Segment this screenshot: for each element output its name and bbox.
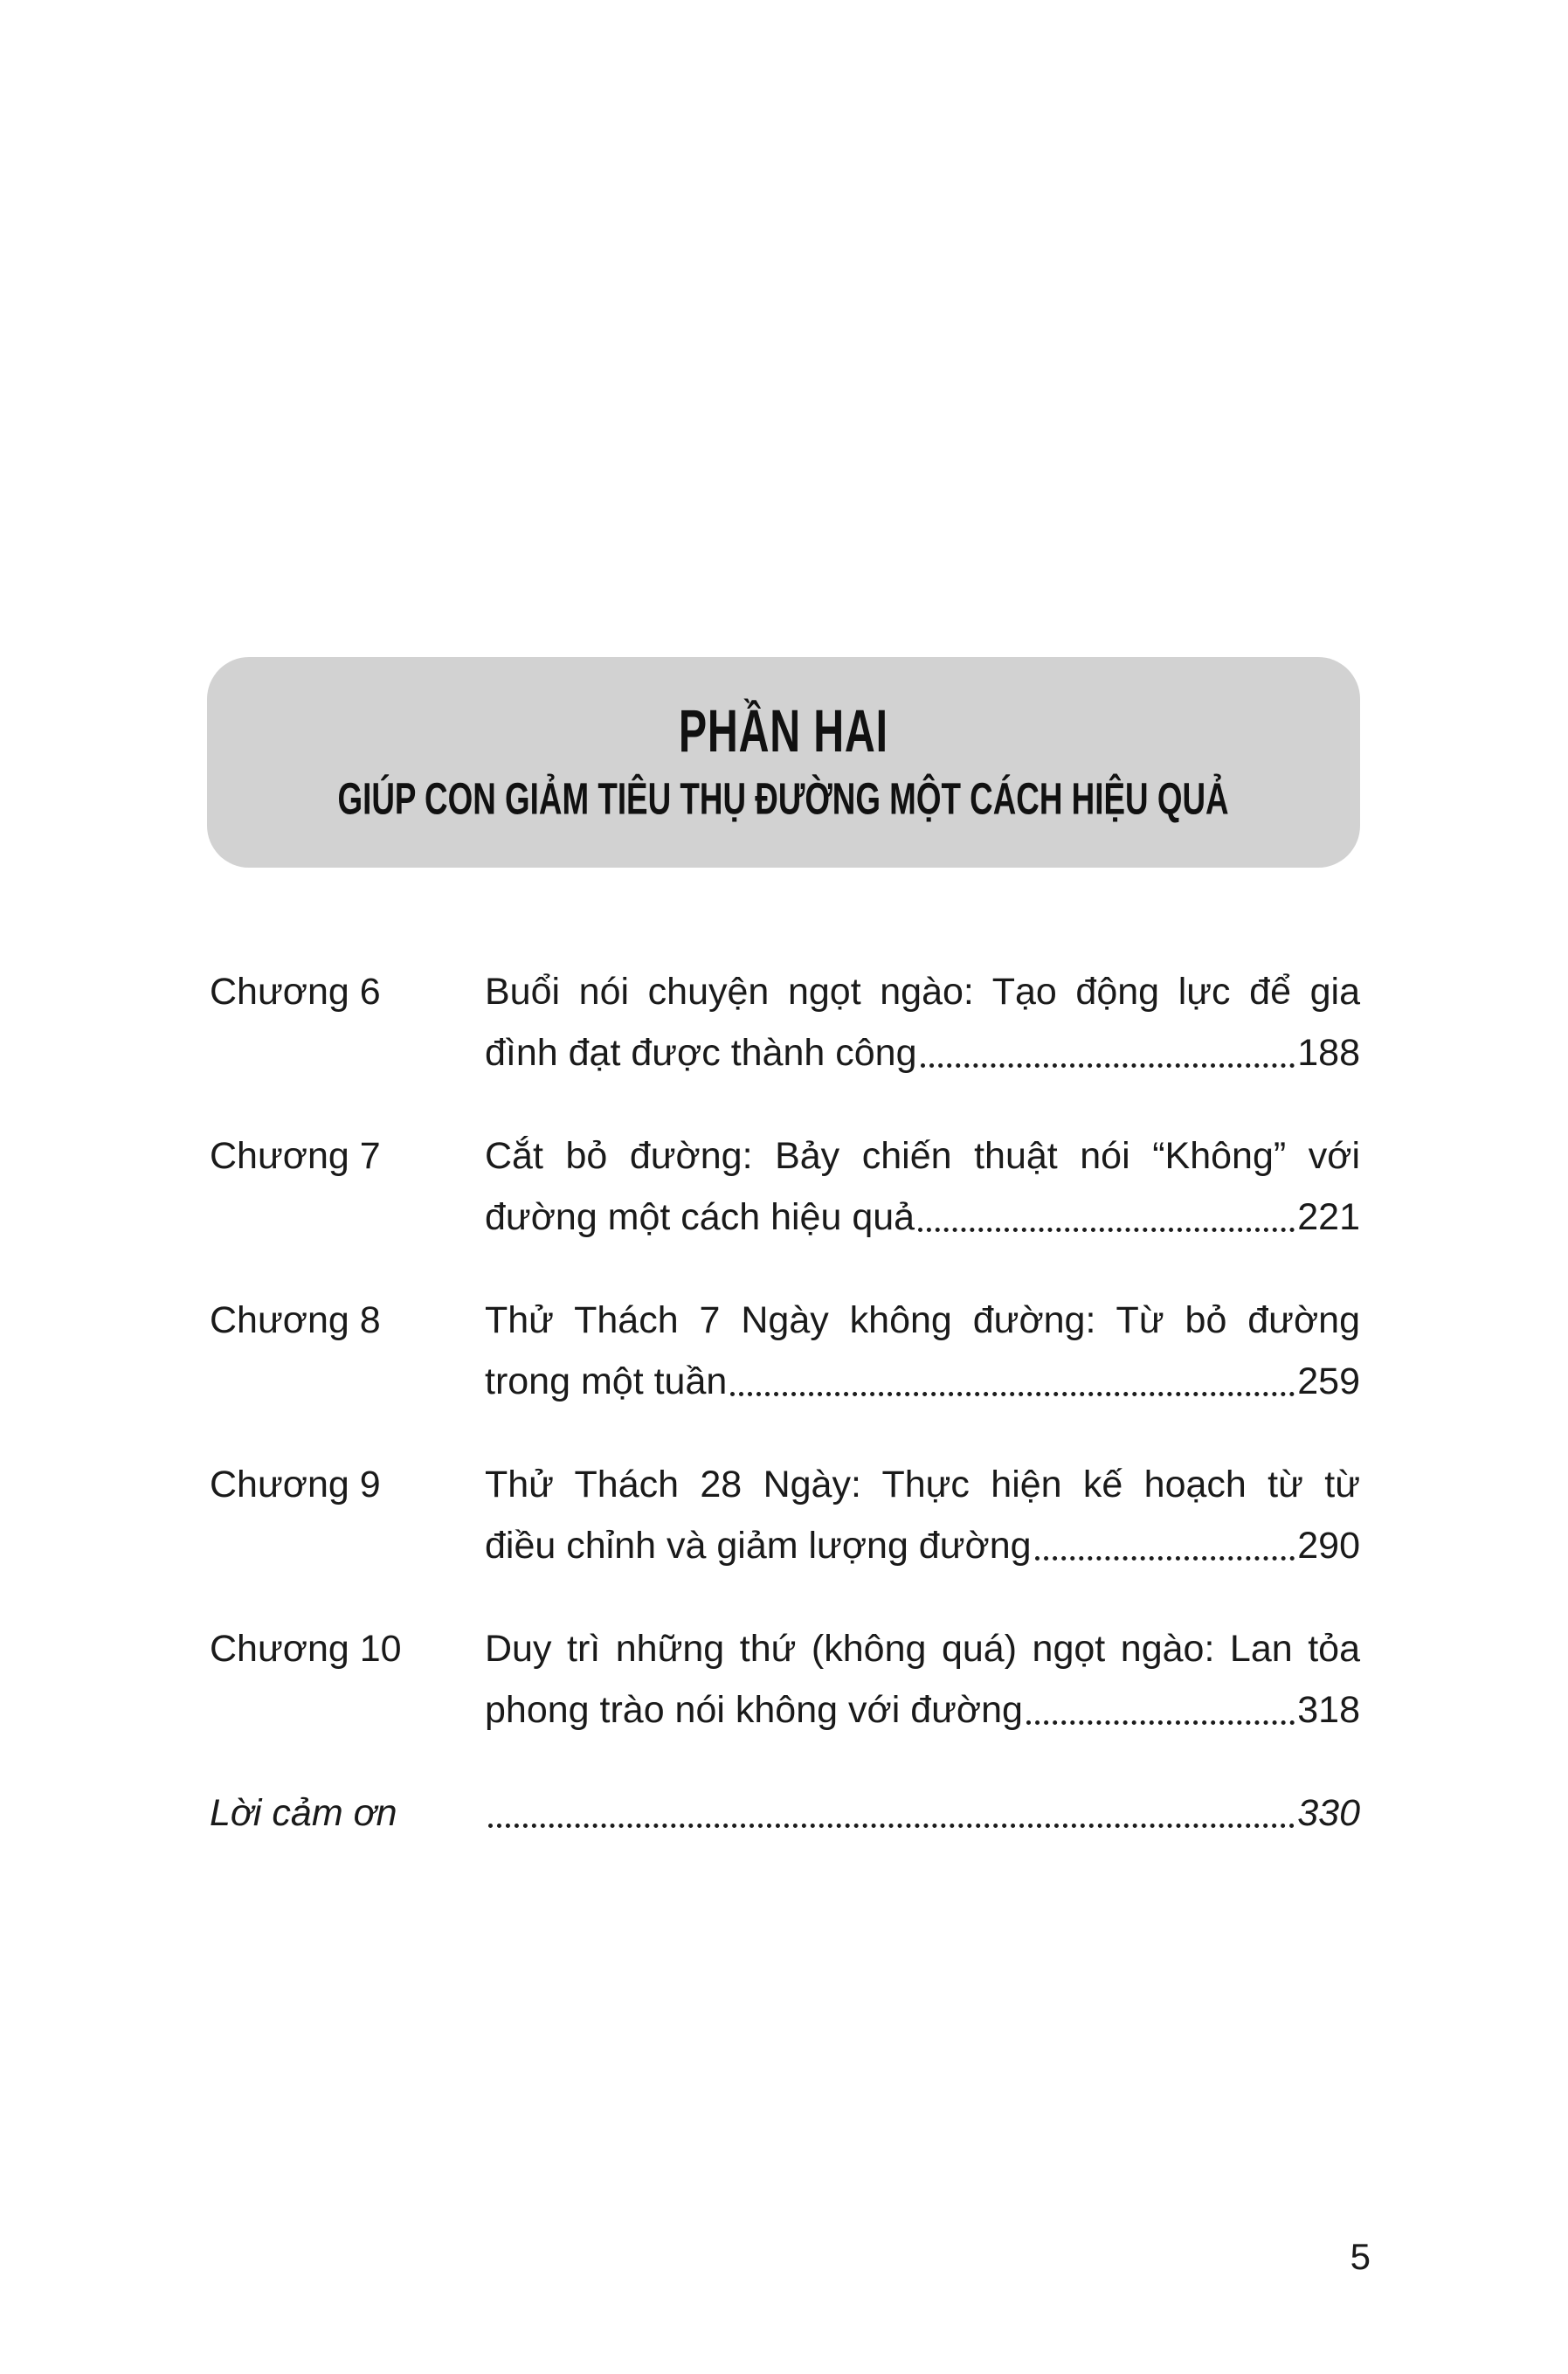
dot-leader bbox=[918, 1187, 1295, 1232]
toc-entry-chapter-label: Chương 8 bbox=[210, 1299, 381, 1341]
toc-entry-title-line2-row bbox=[485, 1187, 1360, 1248]
toc-entry-title-line1: Cắt bỏ đường: Bảy chiến thuật nói “Không” với bbox=[485, 1135, 1360, 1177]
toc-entry-page-ref: 188 bbox=[1297, 1032, 1360, 1074]
toc-entry-title-line2-row bbox=[485, 1679, 1360, 1741]
toc-entry-title-line2-row bbox=[485, 1351, 1360, 1412]
dot-leader bbox=[730, 1351, 1295, 1396]
toc-entry-title-line2: trong một tuần bbox=[485, 1360, 728, 1402]
dot-leader bbox=[921, 1022, 1295, 1068]
toc-entry-page-ref: 259 bbox=[1297, 1360, 1360, 1402]
toc-entry-body bbox=[485, 961, 1360, 1083]
toc-entry-title-line2-row bbox=[485, 1022, 1360, 1083]
toc-entry-page-ref: 290 bbox=[1297, 1525, 1360, 1567]
toc-entry-title-line2: đường một cách hiệu quả bbox=[485, 1196, 915, 1238]
dot-leader bbox=[488, 1782, 1295, 1828]
part-subtitle: GIÚP CON GIẢM TIÊU THỤ ĐƯỜNG MỘT CÁCH HIỆU QUẢ bbox=[337, 772, 1230, 824]
toc-entry bbox=[210, 1454, 1360, 1576]
toc-entry-chapter-label: Chương 10 bbox=[210, 1628, 402, 1670]
toc-entry-page-ref: 221 bbox=[1297, 1196, 1360, 1238]
toc-entry-chapter-label: Chương 6 bbox=[210, 971, 381, 1013]
toc-entry-page-ref: 318 bbox=[1297, 1689, 1360, 1731]
part-title: PHẦN HAI bbox=[679, 698, 888, 765]
toc-entry-title-line1: Duy trì những thứ (không quá) ngọt ngào: Lan tỏa bbox=[485, 1628, 1360, 1670]
table-of-contents bbox=[210, 961, 1360, 1886]
toc-entry bbox=[210, 961, 1360, 1083]
toc-entry-title-line1: Thử Thách 28 Ngày: Thực hiện kế hoạch từ từ bbox=[485, 1464, 1360, 1505]
toc-entry bbox=[210, 1290, 1360, 1412]
toc-entry-title-line2: phong trào nói không với đường bbox=[485, 1689, 1023, 1731]
dot-leader bbox=[1026, 1679, 1295, 1725]
toc-entry-body bbox=[485, 1782, 1360, 1844]
page-number: 5 bbox=[1350, 2236, 1371, 2277]
toc-entry-title-line2: điều chỉnh và giảm lượng đường bbox=[485, 1525, 1032, 1567]
toc-entry-title-line2-row bbox=[485, 1782, 1360, 1844]
toc-entry bbox=[210, 1125, 1360, 1248]
toc-entry-chapter-label: Chương 9 bbox=[210, 1464, 381, 1505]
part-banner bbox=[207, 657, 1360, 868]
toc-entry-body bbox=[485, 1290, 1360, 1412]
toc-entry bbox=[210, 1618, 1360, 1741]
toc-entry-chapter-label: Lời cảm ơn bbox=[210, 1792, 397, 1834]
toc-entry-page-ref: 330 bbox=[1297, 1792, 1360, 1834]
toc-entry bbox=[210, 1782, 1360, 1844]
toc-entry-body bbox=[485, 1454, 1360, 1576]
toc-entry-chapter-label: Chương 7 bbox=[210, 1135, 381, 1177]
toc-entry-title-line1: Buổi nói chuyện ngọt ngào: Tạo động lực để gia bbox=[485, 971, 1360, 1013]
toc-entry-title-line2: đình đạt được thành công bbox=[485, 1032, 917, 1074]
toc-entry-title-line1: Thử Thách 7 Ngày không đường: Từ bỏ đường bbox=[485, 1299, 1360, 1341]
toc-entry-body bbox=[485, 1125, 1360, 1248]
toc-entry-title-line2-row bbox=[485, 1515, 1360, 1576]
toc-entry-body bbox=[485, 1618, 1360, 1741]
dot-leader bbox=[1035, 1515, 1295, 1561]
